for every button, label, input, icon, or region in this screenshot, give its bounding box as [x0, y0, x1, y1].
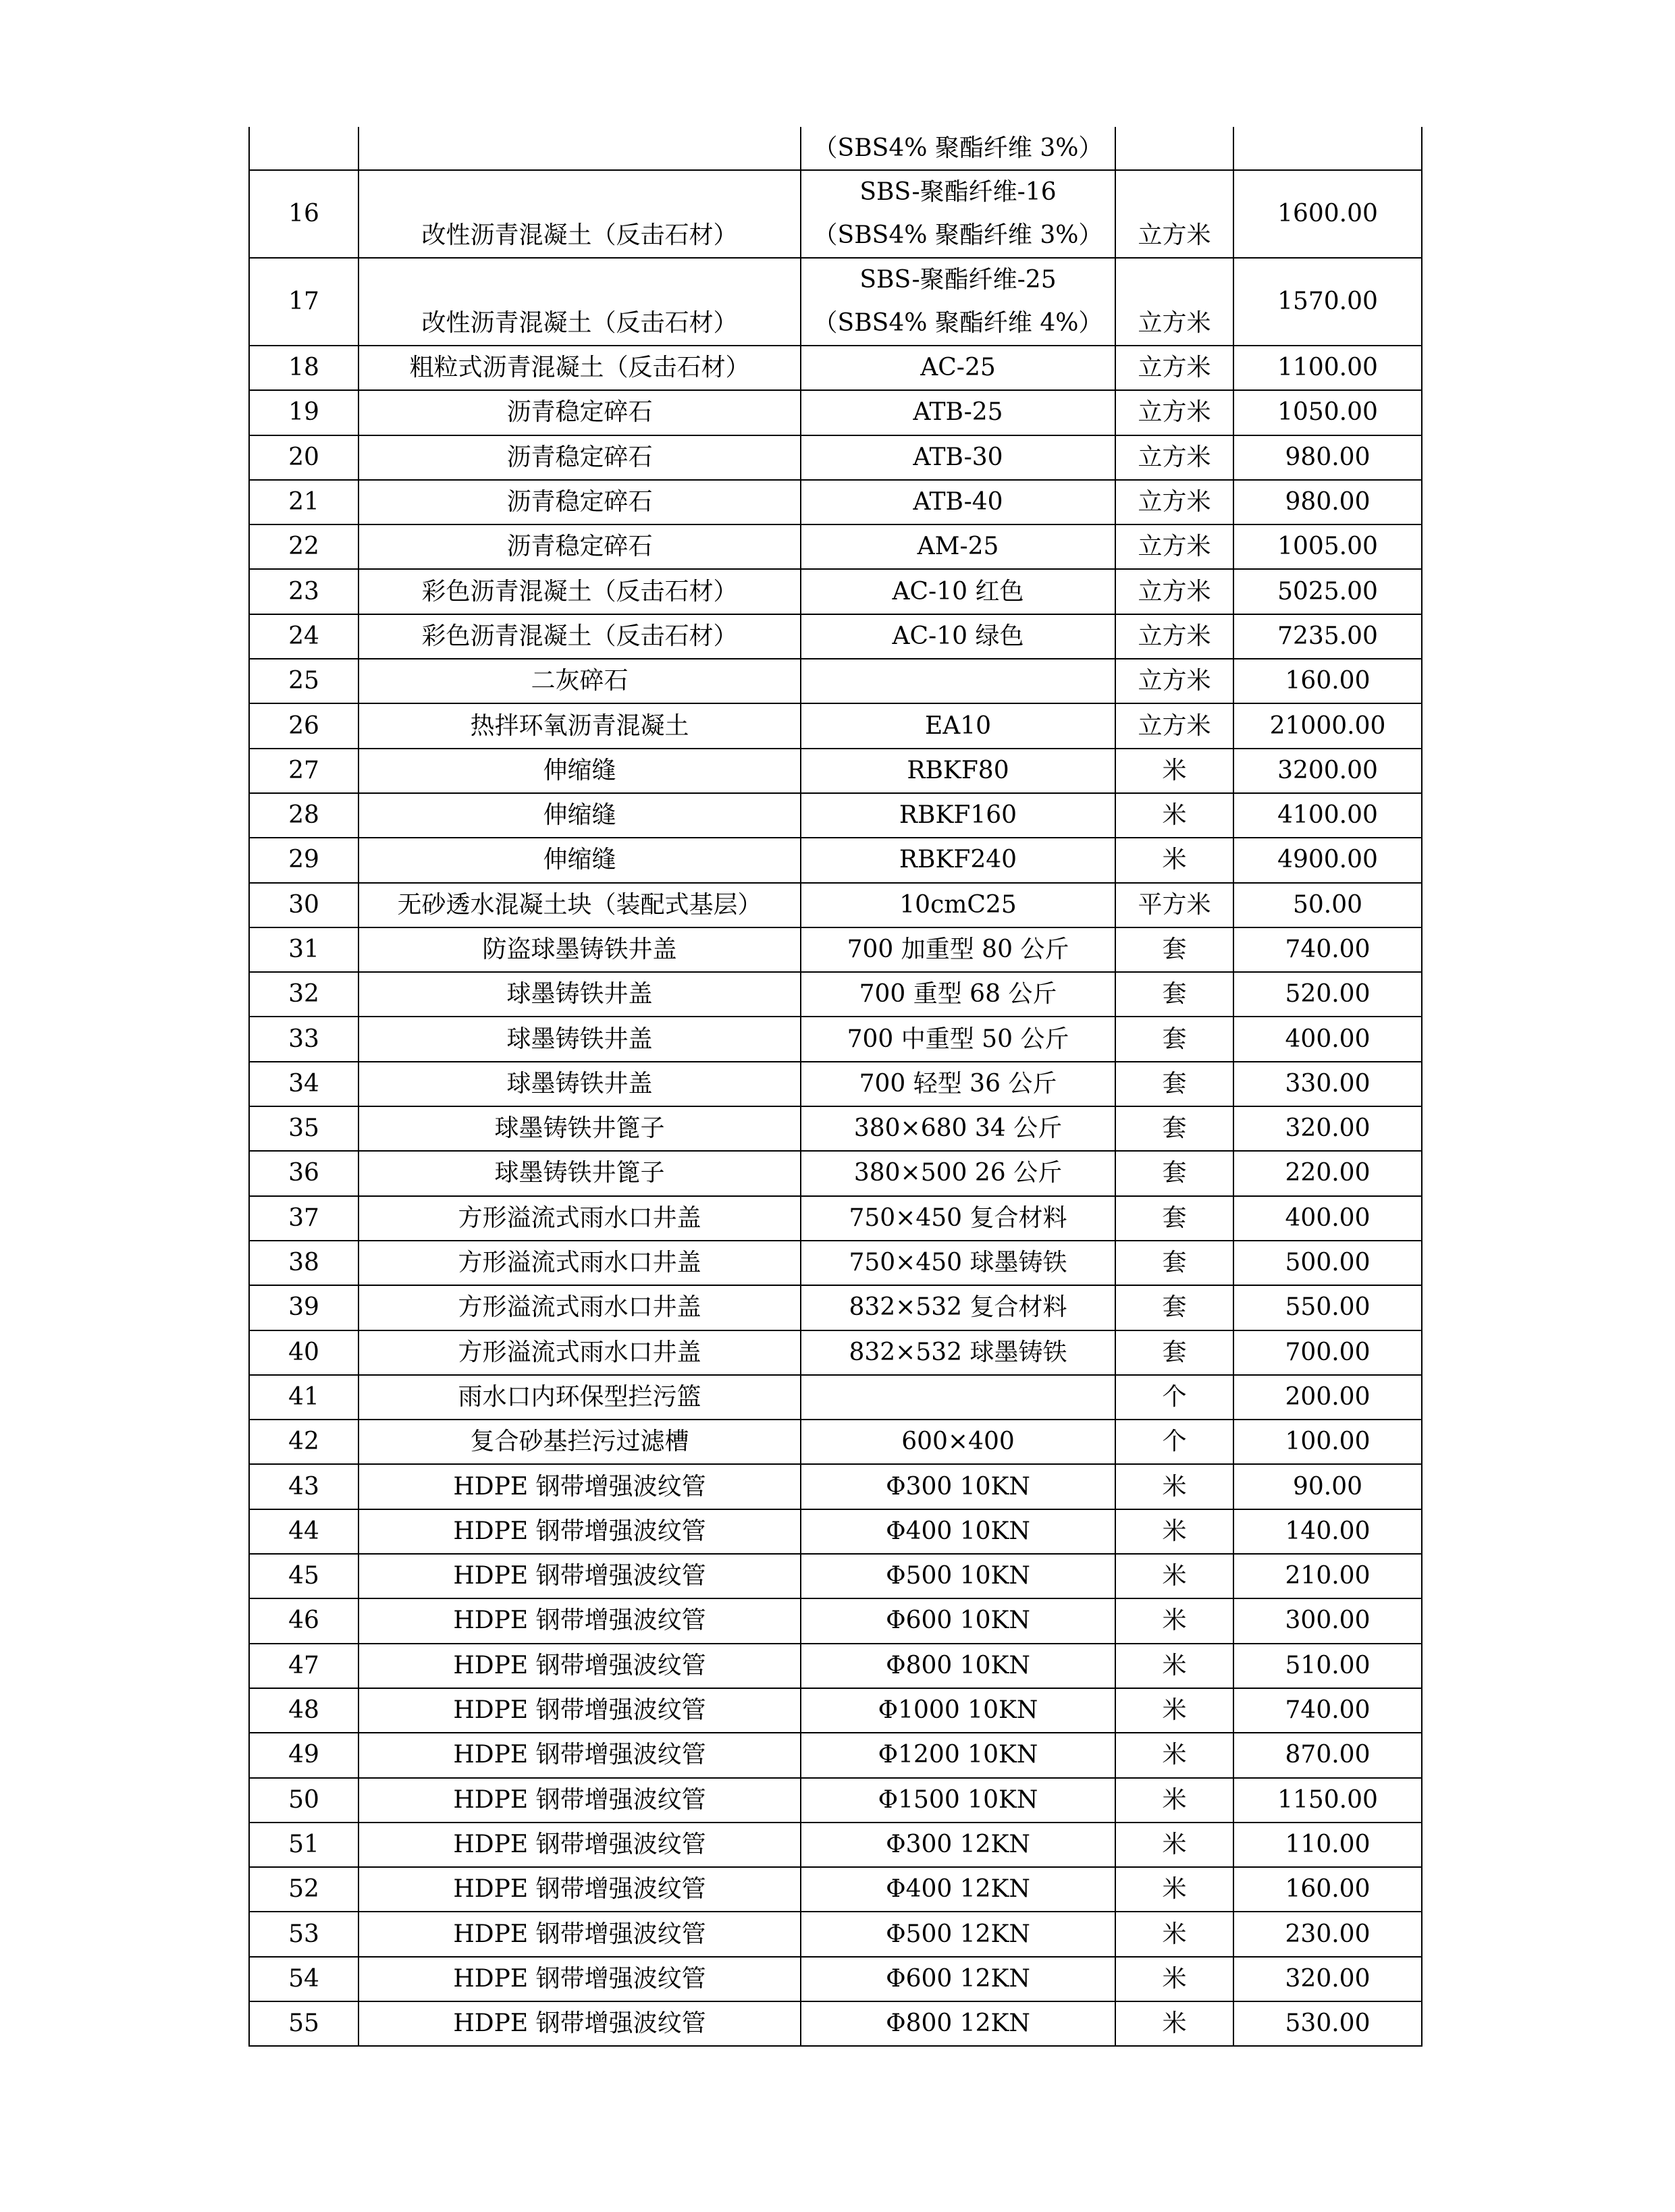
table-row-continued [249, 127, 1422, 170]
cell-no: 32 [249, 972, 358, 1017]
cell-price: 4100.00 [1233, 793, 1422, 838]
cell-no: 48 [249, 1688, 358, 1733]
cell-name: HDPE 钢带增强波纹管 [358, 1867, 801, 1912]
cell-unit: 米 [1115, 1464, 1233, 1509]
cell-no: 38 [249, 1241, 358, 1285]
cell-unit: 米 [1115, 1598, 1233, 1643]
table-row [249, 390, 1422, 435]
cell-unit: 米 [1115, 1912, 1233, 1956]
table-row [249, 1644, 1422, 1688]
table-row [249, 1241, 1422, 1285]
cell-no: 22 [249, 524, 358, 569]
cell-unit: 套 [1115, 927, 1233, 972]
cell-unit: 立方米 [1115, 614, 1233, 659]
table-row [249, 480, 1422, 524]
cell-unit-text: 立方米 [1138, 309, 1211, 337]
cell-name: 雨水口内环保型拦污篮 [358, 1375, 801, 1420]
cell-name: 球墨铸铁井篦子 [358, 1106, 801, 1151]
cell-no: 46 [249, 1598, 358, 1643]
cell-spec: Φ800 12KN [801, 2001, 1115, 2046]
cell-spec: ATB-30 [801, 435, 1115, 480]
cell-name: 彩色沥青混凝土（反击石材） [358, 614, 801, 659]
cell-price: 520.00 [1233, 972, 1422, 1017]
table-row [249, 1867, 1422, 1912]
cell-no: 53 [249, 1912, 358, 1956]
cell-unit [1115, 258, 1233, 346]
cell-spec: 380×500 26 公斤 [801, 1151, 1115, 1195]
cell-spec: Φ300 12KN [801, 1823, 1115, 1867]
cell-spec: 700 轻型 36 公斤 [801, 1062, 1115, 1106]
cell-name: 复合砂基拦污过滤槽 [358, 1420, 801, 1464]
cell-spec: Φ500 10KN [801, 1554, 1115, 1598]
cell-price: 110.00 [1233, 1823, 1422, 1867]
cell-no: 36 [249, 1151, 358, 1195]
cell-no: 55 [249, 2001, 358, 2046]
cell-name-text: 改性沥青混凝土（反击石材） [421, 309, 738, 337]
cell-no: 50 [249, 1778, 358, 1823]
table-row [249, 972, 1422, 1017]
cell-name: HDPE 钢带增强波纹管 [358, 1644, 801, 1688]
cell-unit: 米 [1115, 1644, 1233, 1688]
cell-no: 34 [249, 1062, 358, 1106]
table-row [249, 793, 1422, 838]
cell-name [358, 127, 801, 170]
cell-name: 球墨铸铁井篦子 [358, 1151, 801, 1195]
cell-spec: 700 中重型 50 公斤 [801, 1017, 1115, 1061]
cell-name-text: 改性沥青混凝土（反击石材） [421, 221, 738, 249]
cell-spec: 380×680 34 公斤 [801, 1106, 1115, 1151]
cell-no: 33 [249, 1017, 358, 1061]
cell-name: 球墨铸铁井盖 [358, 972, 801, 1017]
cell-no: 44 [249, 1509, 358, 1554]
cell-price: 510.00 [1233, 1644, 1422, 1688]
cell-unit: 米 [1115, 1688, 1233, 1733]
cell-name: 方形溢流式雨水口井盖 [358, 1330, 801, 1375]
cell-price: 1050.00 [1233, 390, 1422, 435]
cell-name [358, 170, 801, 258]
cell-no: 23 [249, 569, 358, 614]
cell-no [249, 127, 358, 170]
cell-unit: 立方米 [1115, 524, 1233, 569]
table-row [249, 1330, 1422, 1375]
cell-no: 20 [249, 435, 358, 480]
cell-price [1233, 127, 1422, 170]
cell-spec: RBKF240 [801, 838, 1115, 882]
cell-price: 700.00 [1233, 1330, 1422, 1375]
cell-name: HDPE 钢带增强波纹管 [358, 1688, 801, 1733]
cell-name: 球墨铸铁井盖 [358, 1062, 801, 1106]
cell-unit: 立方米 [1115, 346, 1233, 390]
table-row [249, 524, 1422, 569]
cell-unit: 米 [1115, 793, 1233, 838]
table-row [249, 1106, 1422, 1151]
cell-spec-line1: SBS-聚酯纤维-16 [859, 178, 1057, 206]
cell-name: 无砂透水混凝土块（装配式基层） [358, 883, 801, 927]
cell-spec: Φ400 12KN [801, 1867, 1115, 1912]
table-row [249, 703, 1422, 748]
cell-unit: 米 [1115, 2001, 1233, 2046]
cell-name: 伸缩缝 [358, 838, 801, 882]
cell-no: 54 [249, 1957, 358, 2001]
price-table [248, 127, 1423, 2047]
table-row [249, 1598, 1422, 1643]
table-row [249, 1464, 1422, 1509]
cell-price: 320.00 [1233, 1957, 1422, 2001]
cell-name: 彩色沥青混凝土（反击石材） [358, 569, 801, 614]
cell-unit: 套 [1115, 1330, 1233, 1375]
table-row [249, 1509, 1422, 1554]
cell-name: 方形溢流式雨水口井盖 [358, 1196, 801, 1241]
cell-price: 3200.00 [1233, 749, 1422, 793]
cell-unit: 米 [1115, 1957, 1233, 2001]
table-row [249, 1778, 1422, 1823]
cell-price: 50.00 [1233, 883, 1422, 927]
table-row [249, 659, 1422, 703]
table-row [249, 1957, 1422, 2001]
cell-price: 500.00 [1233, 1241, 1422, 1285]
cell-price: 200.00 [1233, 1375, 1422, 1420]
cell-no: 51 [249, 1823, 358, 1867]
cell-unit: 立方米 [1115, 659, 1233, 703]
cell-unit: 米 [1115, 1733, 1233, 1777]
table-row [249, 170, 1422, 258]
table-row [249, 258, 1422, 346]
cell-unit: 立方米 [1115, 703, 1233, 748]
cell-unit [1115, 170, 1233, 258]
cell-unit: 套 [1115, 1062, 1233, 1106]
cell-name: HDPE 钢带增强波纹管 [358, 1778, 801, 1823]
cell-spec: AC-10 绿色 [801, 614, 1115, 659]
cell-no: 25 [249, 659, 358, 703]
cell-spec: 700 加重型 80 公斤 [801, 927, 1115, 972]
cell-unit: 套 [1115, 1106, 1233, 1151]
cell-spec: 832×532 球墨铸铁 [801, 1330, 1115, 1375]
cell-name [358, 258, 801, 346]
cell-unit: 套 [1115, 972, 1233, 1017]
cell-price: 7235.00 [1233, 614, 1422, 659]
table-row [249, 1285, 1422, 1330]
cell-price: 1150.00 [1233, 1778, 1422, 1823]
cell-price: 220.00 [1233, 1151, 1422, 1195]
cell-spec: RBKF160 [801, 793, 1115, 838]
table-row [249, 1912, 1422, 1956]
cell-spec [801, 1375, 1115, 1420]
cell-price: 320.00 [1233, 1106, 1422, 1151]
cell-spec-line1: SBS-聚酯纤维-25 [859, 266, 1057, 294]
cell-no: 30 [249, 883, 358, 927]
table-row [249, 1017, 1422, 1061]
cell-spec: （SBS4% 聚酯纤维 3%） [801, 127, 1115, 170]
cell-no: 45 [249, 1554, 358, 1598]
cell-unit: 套 [1115, 1241, 1233, 1285]
cell-no: 21 [249, 480, 358, 524]
cell-price: 400.00 [1233, 1196, 1422, 1241]
table-row [249, 2001, 1422, 2046]
cell-unit: 套 [1115, 1151, 1233, 1195]
cell-unit: 米 [1115, 1823, 1233, 1867]
cell-name: HDPE 钢带增强波纹管 [358, 1957, 801, 2001]
cell-unit: 立方米 [1115, 569, 1233, 614]
table-row [249, 614, 1422, 659]
cell-name: 方形溢流式雨水口井盖 [358, 1241, 801, 1285]
table-row [249, 1196, 1422, 1241]
cell-price: 160.00 [1233, 659, 1422, 703]
cell-price: 530.00 [1233, 2001, 1422, 2046]
cell-name: HDPE 钢带增强波纹管 [358, 1733, 801, 1777]
cell-unit: 米 [1115, 838, 1233, 882]
cell-spec [801, 258, 1115, 346]
cell-spec: 600×400 [801, 1420, 1115, 1464]
cell-spec: Φ1000 10KN [801, 1688, 1115, 1733]
cell-unit-text: 立方米 [1138, 221, 1211, 249]
cell-spec: AM-25 [801, 524, 1115, 569]
cell-name: HDPE 钢带增强波纹管 [358, 1598, 801, 1643]
cell-spec: Φ500 12KN [801, 1912, 1115, 1956]
cell-no: 28 [249, 793, 358, 838]
table-row [249, 346, 1422, 390]
cell-price: 980.00 [1233, 435, 1422, 480]
cell-spec: Φ600 10KN [801, 1598, 1115, 1643]
cell-unit: 套 [1115, 1196, 1233, 1241]
cell-name: HDPE 钢带增强波纹管 [358, 2001, 801, 2046]
table-row [249, 1733, 1422, 1777]
cell-no: 47 [249, 1644, 358, 1688]
cell-price: 330.00 [1233, 1062, 1422, 1106]
cell-spec: 832×532 复合材料 [801, 1285, 1115, 1330]
cell-no: 17 [249, 258, 358, 346]
cell-name: 沥青稳定碎石 [358, 524, 801, 569]
cell-unit: 米 [1115, 1778, 1233, 1823]
cell-price: 4900.00 [1233, 838, 1422, 882]
cell-spec: Φ400 10KN [801, 1509, 1115, 1554]
cell-unit: 米 [1115, 749, 1233, 793]
cell-unit: 个 [1115, 1375, 1233, 1420]
cell-price: 210.00 [1233, 1554, 1422, 1598]
cell-spec: Φ600 12KN [801, 1957, 1115, 2001]
cell-spec [801, 659, 1115, 703]
cell-price: 5025.00 [1233, 569, 1422, 614]
cell-no: 29 [249, 838, 358, 882]
cell-spec: RBKF80 [801, 749, 1115, 793]
cell-spec: 750×450 复合材料 [801, 1196, 1115, 1241]
cell-name: 二灰碎石 [358, 659, 801, 703]
cell-no: 35 [249, 1106, 358, 1151]
table-row [249, 1823, 1422, 1867]
cell-price: 1570.00 [1233, 258, 1422, 346]
cell-name: HDPE 钢带增强波纹管 [358, 1823, 801, 1867]
cell-no: 41 [249, 1375, 358, 1420]
cell-spec: 700 重型 68 公斤 [801, 972, 1115, 1017]
cell-price: 300.00 [1233, 1598, 1422, 1643]
cell-spec: EA10 [801, 703, 1115, 748]
cell-unit: 套 [1115, 1285, 1233, 1330]
cell-spec: AC-25 [801, 346, 1115, 390]
cell-price: 740.00 [1233, 1688, 1422, 1733]
cell-price: 980.00 [1233, 480, 1422, 524]
cell-spec-line2: （SBS4% 聚酯纤维 3%） [813, 221, 1103, 249]
cell-spec: Φ1200 10KN [801, 1733, 1115, 1777]
cell-price: 1005.00 [1233, 524, 1422, 569]
cell-no: 37 [249, 1196, 358, 1241]
table-row [249, 569, 1422, 614]
cell-price: 140.00 [1233, 1509, 1422, 1554]
cell-unit: 立方米 [1115, 480, 1233, 524]
cell-price: 870.00 [1233, 1733, 1422, 1777]
cell-unit: 个 [1115, 1420, 1233, 1464]
cell-name: 方形溢流式雨水口井盖 [358, 1285, 801, 1330]
cell-spec: 750×450 球墨铸铁 [801, 1241, 1115, 1285]
cell-unit: 立方米 [1115, 435, 1233, 480]
table-row [249, 1375, 1422, 1420]
cell-name: HDPE 钢带增强波纹管 [358, 1464, 801, 1509]
cell-price: 740.00 [1233, 927, 1422, 972]
cell-name: 防盗球墨铸铁井盖 [358, 927, 801, 972]
table-row [249, 1420, 1422, 1464]
cell-price: 160.00 [1233, 1867, 1422, 1912]
cell-price: 90.00 [1233, 1464, 1422, 1509]
cell-no: 27 [249, 749, 358, 793]
cell-price: 230.00 [1233, 1912, 1422, 1956]
cell-no: 39 [249, 1285, 358, 1330]
cell-spec: 10cmC25 [801, 883, 1115, 927]
table-row [249, 435, 1422, 480]
cell-name: 沥青稳定碎石 [358, 480, 801, 524]
cell-no: 26 [249, 703, 358, 748]
cell-spec: Φ800 10KN [801, 1644, 1115, 1688]
cell-price: 100.00 [1233, 1420, 1422, 1464]
cell-unit: 米 [1115, 1554, 1233, 1598]
cell-no: 40 [249, 1330, 358, 1375]
cell-spec: Φ300 10KN [801, 1464, 1115, 1509]
cell-name: 伸缩缝 [358, 749, 801, 793]
table-row [249, 1062, 1422, 1106]
cell-no: 16 [249, 170, 358, 258]
table-row [249, 1554, 1422, 1598]
cell-name: HDPE 钢带增强波纹管 [358, 1509, 801, 1554]
cell-spec: ATB-40 [801, 480, 1115, 524]
cell-name: 伸缩缝 [358, 793, 801, 838]
cell-spec: AC-10 红色 [801, 569, 1115, 614]
cell-price: 21000.00 [1233, 703, 1422, 748]
cell-price: 400.00 [1233, 1017, 1422, 1061]
cell-no: 43 [249, 1464, 358, 1509]
cell-spec [801, 170, 1115, 258]
cell-unit: 套 [1115, 1017, 1233, 1061]
cell-name: 沥青稳定碎石 [358, 435, 801, 480]
cell-price: 1100.00 [1233, 346, 1422, 390]
cell-spec: Φ1500 10KN [801, 1778, 1115, 1823]
cell-name: 热拌环氧沥青混凝土 [358, 703, 801, 748]
cell-price: 550.00 [1233, 1285, 1422, 1330]
cell-no: 24 [249, 614, 358, 659]
cell-price: 1600.00 [1233, 170, 1422, 258]
table-row [249, 749, 1422, 793]
cell-name: 粗粒式沥青混凝土（反击石材） [358, 346, 801, 390]
cell-no: 49 [249, 1733, 358, 1777]
cell-unit [1115, 127, 1233, 170]
table-row [249, 883, 1422, 927]
cell-unit: 立方米 [1115, 390, 1233, 435]
cell-name: HDPE 钢带增强波纹管 [358, 1554, 801, 1598]
cell-no: 52 [249, 1867, 358, 1912]
cell-no: 42 [249, 1420, 358, 1464]
cell-unit: 平方米 [1115, 883, 1233, 927]
table-row [249, 838, 1422, 882]
cell-no: 19 [249, 390, 358, 435]
table-row [249, 1151, 1422, 1195]
cell-name: 沥青稳定碎石 [358, 390, 801, 435]
cell-name: HDPE 钢带增强波纹管 [358, 1912, 801, 1956]
cell-no: 18 [249, 346, 358, 390]
price-table-body [249, 127, 1422, 2046]
cell-unit: 米 [1115, 1867, 1233, 1912]
cell-spec-line2: （SBS4% 聚酯纤维 4%） [813, 309, 1103, 337]
cell-spec: ATB-25 [801, 390, 1115, 435]
cell-no: 31 [249, 927, 358, 972]
table-row [249, 927, 1422, 972]
table-row [249, 1688, 1422, 1733]
cell-name: 球墨铸铁井盖 [358, 1017, 801, 1061]
cell-unit: 米 [1115, 1509, 1233, 1554]
